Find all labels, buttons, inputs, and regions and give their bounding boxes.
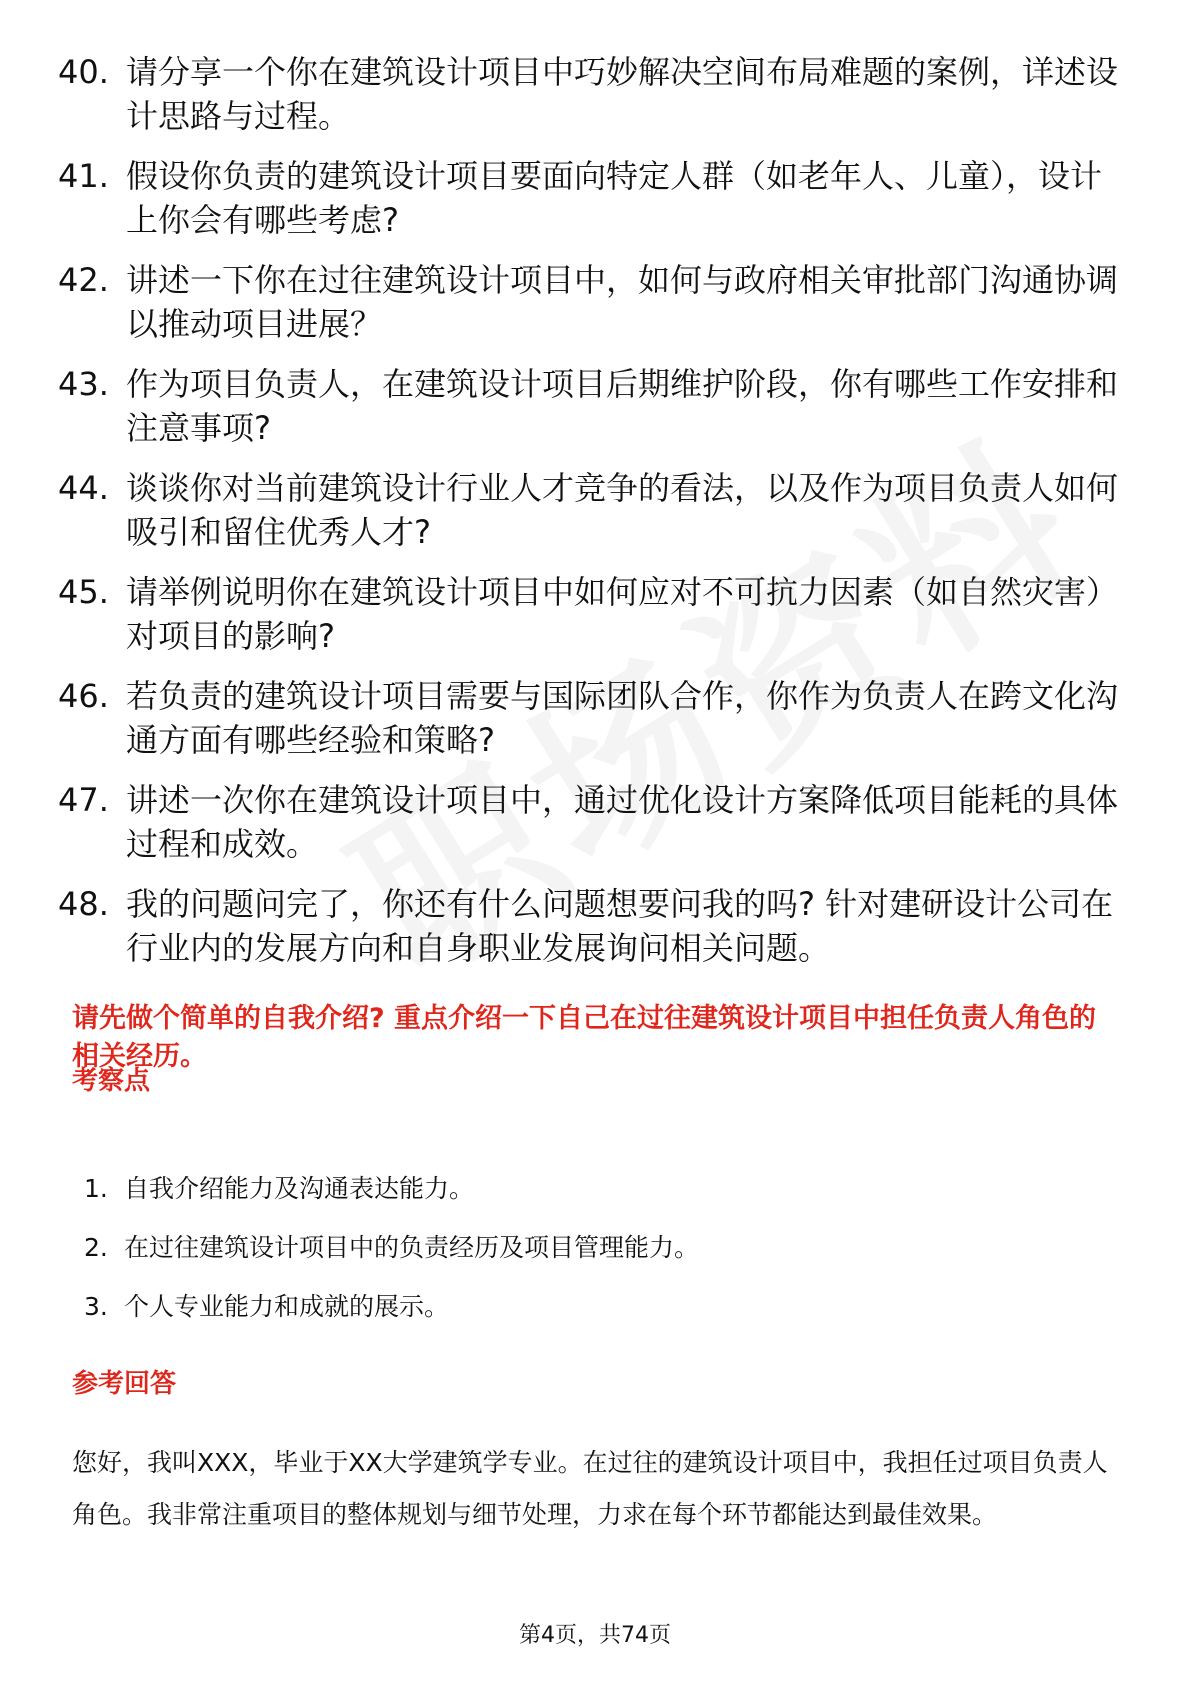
question-item bbox=[58, 50, 1128, 138]
answer-text: 您好，我叫XXX，毕业于XX大学建筑学专业。在过往的建筑设计项目中，我担任过项目负责人角色。我非常注重项目的整体规划与细节处理，力求在每个环节都能达到最佳效果。 bbox=[72, 1448, 1108, 1529]
checkpoint-text: 自我介绍能力及沟通表达能力。 bbox=[124, 1174, 475, 1203]
question-item bbox=[58, 466, 1128, 554]
question-item bbox=[58, 882, 1128, 970]
question-number: 47. bbox=[58, 781, 109, 819]
question-text: 讲述一下你在过往建筑设计项目中，如何与政府相关审批部门沟通协调以推动项目进展？ bbox=[126, 261, 1119, 343]
question-text: 讲述一次你在建筑设计项目中，通过优化设计方案降低项目能耗的具体过程和成效。 bbox=[126, 781, 1119, 863]
question-text: 请分享一个你在建筑设计项目中巧妙解决空间布局难题的案例，详述设计思路与过程。 bbox=[126, 53, 1119, 135]
question-number: 45. bbox=[58, 573, 109, 611]
checkpoint-number: 2. bbox=[84, 1233, 108, 1262]
question-list bbox=[58, 50, 1128, 986]
question-text: 请举例说明你在建筑设计项目中如何应对不可抗力因素（如自然灾害）对项目的影响? bbox=[126, 573, 1119, 655]
question-item bbox=[58, 362, 1128, 450]
checkpoint-item bbox=[84, 1231, 1084, 1265]
question-number: 43. bbox=[58, 365, 109, 403]
question-text: 假设你负责的建筑设计项目要面向特定人群（如老年人、儿童），设计上你会有哪些考虑? bbox=[126, 157, 1103, 239]
checkpoint-item bbox=[84, 1290, 1084, 1324]
checkpoint-number: 3. bbox=[84, 1292, 108, 1321]
question-text: 谈谈你对当前建筑设计行业人才竞争的看法，以及作为项目负责人如何吸引和留住优秀人才? bbox=[126, 469, 1119, 551]
checkpoint-number: 1. bbox=[84, 1174, 108, 1203]
question-item bbox=[58, 778, 1128, 866]
question-text: 我的问题问完了，你还有什么问题想要问我的吗? 针对建研设计公司在行业内的发展方向和自身职业发展询问相关问题。 bbox=[126, 885, 1114, 967]
question-number: 44. bbox=[58, 469, 109, 507]
question-text: 作为项目负责人，在建筑设计项目后期维护阶段，你有哪些工作安排和注意事项? bbox=[126, 365, 1119, 447]
checkpoints-title: 考察点 bbox=[72, 1066, 151, 1096]
question-item bbox=[58, 154, 1128, 242]
checkpoint-list bbox=[84, 1172, 1084, 1349]
checkpoint-item bbox=[84, 1172, 1084, 1206]
question-number: 41. bbox=[58, 157, 109, 195]
question-number: 48. bbox=[58, 885, 109, 923]
checkpoint-text: 个人专业能力和成就的展示。 bbox=[124, 1292, 450, 1321]
highlight-question: 请先做个简单的自我介绍? 重点介绍一下自己在过往建筑设计项目中担任负责人角色的相关经历。 bbox=[72, 1003, 1097, 1072]
question-item bbox=[58, 674, 1128, 762]
question-item bbox=[58, 570, 1128, 658]
question-number: 42. bbox=[58, 261, 109, 299]
answer-title: 参考回答 bbox=[72, 1369, 177, 1399]
question-number: 46. bbox=[58, 677, 109, 715]
question-number: 40. bbox=[58, 53, 109, 91]
checkpoint-text: 在过往建筑设计项目中的负责经历及项目管理能力。 bbox=[124, 1233, 700, 1262]
question-text: 若负责的建筑设计项目需要与国际团队合作，你作为负责人在跨文化沟通方面有哪些经验和策略? bbox=[126, 677, 1119, 759]
question-item bbox=[58, 258, 1128, 346]
page-footer: 第4页，共74页 bbox=[519, 1623, 671, 1648]
